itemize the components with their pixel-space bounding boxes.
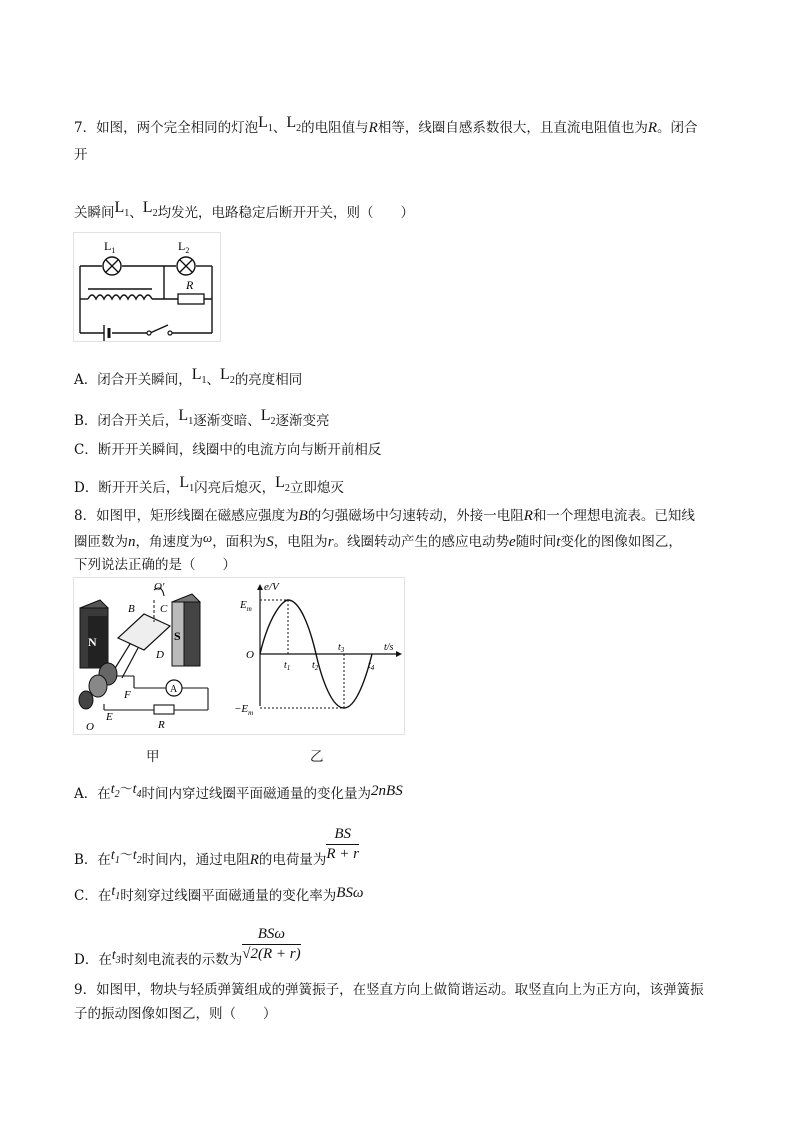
label-negEm: $-E_m$	[234, 703, 254, 717]
q8-option-b: B．在$t_1\sim t_2$时间内，通过电阻R的电荷量为 $\frac{BS}{R + r}$	[74, 826, 360, 868]
symbol-L1: $L_1$	[178, 407, 194, 428]
q7-stem-line2: 开	[74, 147, 88, 163]
symbol-L1: $L_1$	[114, 199, 130, 220]
fraction-ammeter: $\frac{\text{BSω}}{√2(R + r)}$	[242, 926, 301, 962]
symbol-L2: $L_2$	[142, 199, 158, 220]
q9-stem-line2: 子的振动图像如图乙，则（ ）	[74, 1006, 277, 1022]
symbol-L2: $L_2$	[220, 366, 235, 387]
label-C: C	[160, 603, 168, 615]
symbol-L1: $L_1$	[258, 114, 273, 135]
q8-stem-line1: 8．如图甲，矩形线圈在磁感应强度为B的匀强磁场中匀速转动，外接一电阻R和一个理想电流表。已知线	[74, 508, 695, 524]
axis-label-ts: t/s	[384, 642, 394, 653]
lamp-L1-icon	[103, 257, 121, 275]
symbol-L1: $L_1$	[179, 474, 195, 495]
caption-jia: 甲	[146, 749, 160, 765]
label-origin: O	[246, 649, 254, 661]
caption-yi: 乙	[310, 749, 324, 765]
label-O: O	[86, 721, 94, 733]
q8-figure	[73, 577, 405, 735]
symbol-L2: $L_2$	[275, 474, 290, 495]
label-S: S	[174, 629, 181, 643]
q7-option-b: B．闭合开关后，$L_1$逐渐变暗、$L_2$逐渐变亮	[74, 407, 330, 429]
label-E: E	[106, 711, 113, 723]
label-O1: O'	[154, 581, 165, 593]
symbol-L2: $L_2$	[260, 407, 276, 428]
circuit-diagram	[74, 233, 220, 341]
label-R: R	[158, 719, 165, 731]
resistor-icon	[154, 705, 174, 714]
q8-option-d: D．在$t_3$时刻电流表的示数为 $\frac{\text{BSω}}{√2(R + r)}$	[74, 926, 301, 968]
q8-option-a: A．在$t_2\sim t_4$时间内穿过线圈平面磁通量的变化量为2nBS	[74, 781, 403, 802]
resistor-icon	[178, 294, 204, 304]
label-A: A	[170, 684, 178, 695]
label-F: F	[124, 689, 131, 701]
fraction-charge: $\frac{BS}{R + r}$	[326, 826, 360, 862]
label-R: R	[186, 278, 194, 292]
q7-option-d: D．断开开关后，$L_1$闪亮后熄灭，$L_2$立即熄灭	[74, 474, 344, 496]
q8-stem-line2: 圈匝数为n，角速度为ω，面积为S，电阻为r。线圈转动产生的感应电动势e随时间t变化的图像如图乙，	[74, 530, 682, 550]
tick-t2: $t_2$	[312, 660, 319, 672]
symbol-L2: $L_2$	[286, 114, 302, 135]
generator-diagram	[79, 581, 208, 733]
tick-t1: $t_1$	[284, 660, 291, 672]
q8-option-c: C．在$t_1$时刻穿过线圈平面磁通量的变化率为BSω	[74, 884, 364, 904]
lamp-L2-icon	[177, 257, 195, 275]
q8-stem-line3: 下列说法正确的是（ ）	[74, 557, 236, 573]
q9-stem-line1: 9．如图甲，物块与轻质弹簧组成的弹簧振子，在竖直方向上做简谐运动。取竖直向上为正方向，该弹簧振	[74, 982, 704, 998]
q7-stem-line3: 关瞬间$L_1$、$L_2$均发光，电路稳定后断开开关，则（ ）	[74, 199, 415, 221]
label-B: B	[128, 603, 135, 615]
q7-stem-line1: 7．如图，两个完全相同的灯泡$L_1$、$L_2$的电阻值与R相等，线圈自感系数很大，且直流电阻值也为R。闭合	[74, 114, 698, 136]
tick-t3: $t_3$	[338, 642, 345, 654]
label-L1: $L_1$	[104, 239, 116, 255]
q8-figure-svg	[74, 578, 404, 734]
q7-circuit-figure	[73, 232, 221, 342]
axis-label-ev: e/V	[264, 581, 279, 593]
label-Em: $E_m$	[240, 599, 252, 613]
q7-option-c: C．断开开关瞬间，线圈中的电流方向与断开前相反	[74, 442, 382, 458]
q7-option-a: A．闭合开关瞬间，$L_1$、$L_2$的亮度相同	[74, 366, 303, 388]
ammeter-icon	[166, 680, 182, 696]
tick-t4: $t_4$	[368, 660, 375, 672]
label-L2: $L_2$	[178, 239, 190, 255]
label-N: N	[88, 635, 97, 649]
emf-time-graph	[234, 581, 402, 717]
label-D: D	[156, 649, 164, 661]
symbol-L1: $L_1$	[191, 366, 207, 387]
